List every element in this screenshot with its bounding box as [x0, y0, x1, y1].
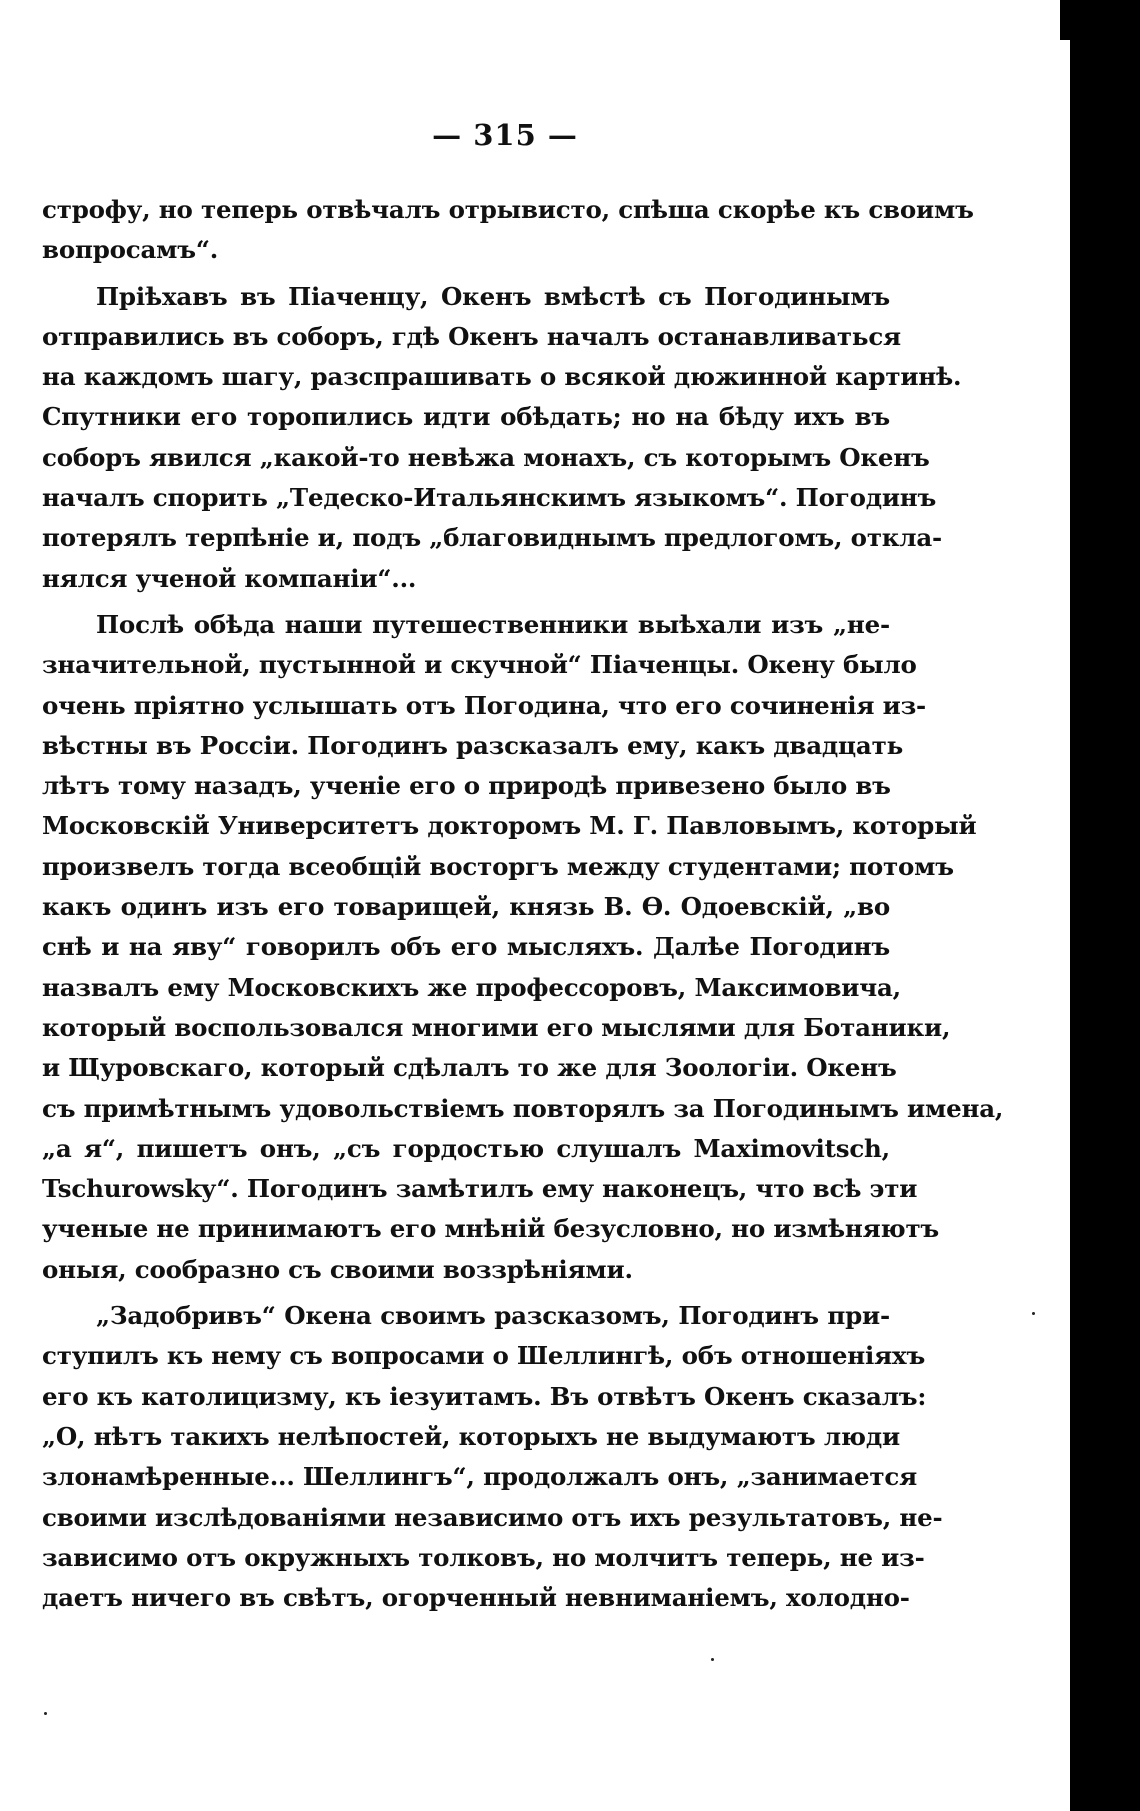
- scan-speck: [1032, 1312, 1035, 1315]
- text-line: ученые не принимаютъ его мнѣній безусловно, но измѣняютъ: [42, 1214, 940, 1244]
- paragraph: [42, 1296, 943, 1618]
- text-line: назвалъ ему Московскихъ же профессоровъ, Максимовича,: [42, 972, 901, 1002]
- text-line: и Щуровскаго, который сдѣлалъ то же для Зоологіи. Окенъ: [42, 1053, 897, 1083]
- text-line: „О, нѣтъ такихъ нелѣпостей, которыхъ не выдумаютъ люди: [42, 1421, 900, 1451]
- text-line: потерялъ терпѣніе и, подъ „благовиднымъ предлогомъ, откла-: [42, 523, 943, 553]
- text-line: злонамѣренные... Шеллингъ“, продолжалъ онъ, „занимается: [42, 1462, 918, 1492]
- text-line: нялся ученой компаніи“...: [42, 563, 417, 593]
- text-line: соборъ явился „какой-то невѣжа монахъ, съ которымъ Окенъ: [42, 442, 930, 472]
- text-line: Послѣ обѣда наши путешественники выѣхали изъ „не-: [96, 609, 890, 639]
- scan-speck: [711, 1658, 714, 1661]
- text-line: снѣ и на яву“ говорилъ объ его мысляхъ. Далѣе Погодинъ: [42, 932, 890, 962]
- text-line: произвелъ тогда всеобщій восторгъ между студентами; потомъ: [42, 851, 954, 881]
- text-line: своими изслѣдованіями независимо отъ ихъ результатовъ, не-: [42, 1502, 943, 1532]
- text-line: который воспользовался многими его мыслями для Ботаники,: [42, 1012, 951, 1042]
- text-line: оныя, сообразно съ своими воззрѣніями.: [42, 1254, 633, 1284]
- text-line: „а я“, пишетъ онъ, „съ гордостью слушалъ Maximovitsch,: [42, 1133, 890, 1163]
- text-line: строфу, но теперь отвѣчалъ отрывисто, спѣша скорѣе къ своимъ: [42, 195, 974, 224]
- text-line: зависимо отъ окружныхъ толковъ, но молчитъ теперь, не из-: [42, 1542, 925, 1572]
- text-line: вопросамъ“.: [42, 235, 219, 265]
- scan-speck: [44, 1712, 47, 1715]
- text-line: Московскій Университетъ докторомъ М. Г. Павловымъ, который: [42, 811, 977, 841]
- text-line: значительной, пустынной и скучной“ Піаченцы. Окену было: [42, 650, 917, 680]
- scan-edge-corner: [1060, 0, 1070, 40]
- text-line: его къ католицизму, къ іезуитамъ. Въ отвѣтъ Окенъ сказалъ:: [42, 1381, 927, 1411]
- text-line: Спутники его торопились идти обѣдать; но на бѣду ихъ въ: [42, 402, 890, 432]
- text-line: какъ одинъ изъ его товарищей, князь В. Ѳ. Одоевскій, „во: [42, 892, 890, 922]
- text-line: очень пріятно услышать отъ Погодина, что его сочиненія из-: [42, 690, 927, 720]
- text-line: даетъ ничего въ свѣтъ, огорченный невниманіемъ, холодно-: [42, 1583, 910, 1613]
- text-line: лѣтъ тому назадъ, ученіе его о природѣ привезено было въ: [42, 771, 891, 801]
- text-line: ступилъ къ нему съ вопросами о Шеллингѣ, объ отношеніяхъ: [42, 1341, 926, 1371]
- text-line: на каждомъ шагу, разспрашивать о всякой дюжинной картинѣ.: [42, 362, 962, 392]
- text-line: съ примѣтнымъ удовольствіемъ повторялъ за Погодинымъ имена,: [42, 1093, 1004, 1123]
- paragraph: [42, 605, 1004, 1290]
- paragraph: [42, 190, 974, 271]
- text-line: Пріѣхавъ въ Піаченцу, Окенъ вмѣстѣ съ Погодинымъ: [96, 281, 890, 311]
- scan-edge-shadow: [1070, 0, 1140, 1811]
- text-line: Tschurowsky“. Погодинъ замѣтилъ ему наконецъ, что всѣ эти: [42, 1174, 918, 1204]
- text-line: „Задобривъ“ Окена своимъ разсказомъ, Погодинъ при-: [96, 1301, 890, 1331]
- text-line: вѣстны въ Россіи. Погодинъ разсказалъ ему, какъ двадцать: [42, 730, 904, 760]
- body-text: [42, 190, 1004, 1618]
- paragraph: [42, 277, 962, 599]
- page-number: — 315 —: [432, 118, 578, 152]
- text-line: началъ спорить „Тедеско-Итальянскимъ языкомъ“. Погодинъ: [42, 483, 937, 513]
- text-line: отправились въ соборъ, гдѣ Окенъ началъ останавливаться: [42, 321, 901, 351]
